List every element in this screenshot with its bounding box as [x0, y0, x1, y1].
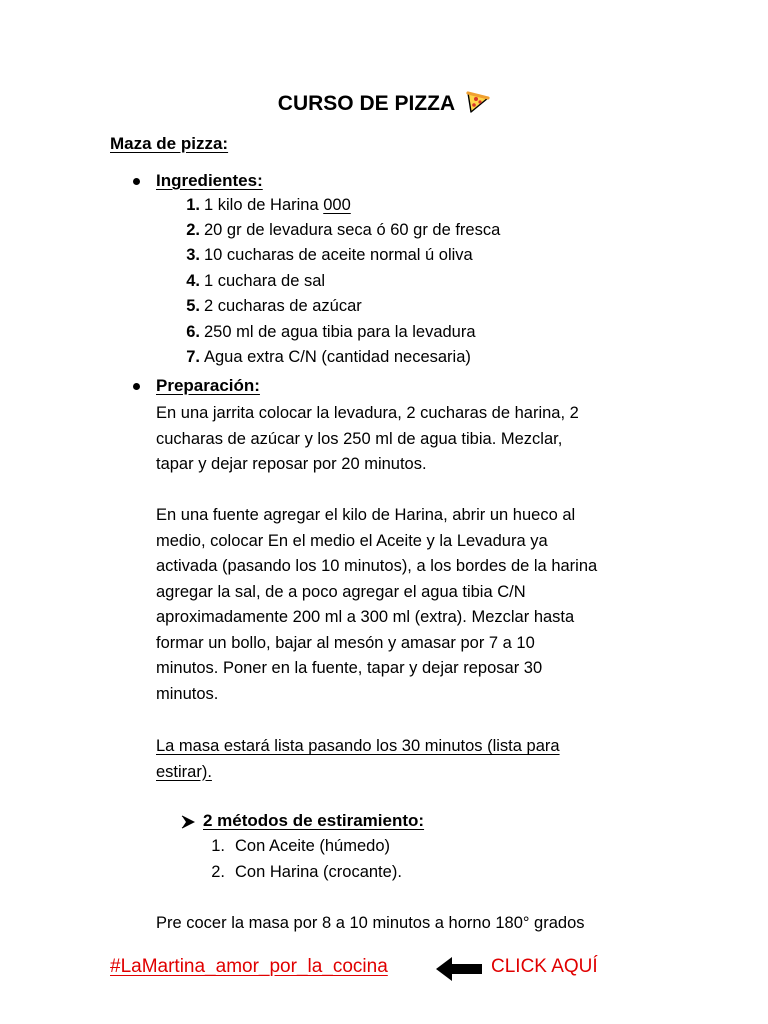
- title-text: CURSO DE PIZZA: [277, 92, 455, 115]
- list-item: 6. 250 ml de agua tibia para la levadura: [186, 323, 476, 341]
- arrowhead-bullet-icon: [181, 815, 195, 834]
- bullet-dot: [133, 383, 140, 390]
- ingredients-heading: Ingredientes:: [156, 171, 263, 190]
- precook-note: Pre cocer la masa por 8 a 10 minutos a horno 180° grados: [156, 914, 585, 932]
- methods-heading: 2 métodos de estiramiento:: [203, 811, 425, 830]
- list-item: 2. 20 gr de levadura seca ó 60 gr de fresca: [186, 221, 501, 239]
- list-item: 1. 1 kilo de Harina 000: [186, 196, 351, 214]
- section-heading: Maza de pizza:: [110, 134, 229, 153]
- preparation-paragraph-1: En una jarrita colocar la levadura, 2 cucharas de harina, 2 cucharas de azúcar y los 250 ml de agua tibia. Mezclar, tapar y dejar reposar por 20 minutos.: [156, 404, 579, 473]
- hashtag-link[interactable]: #LaMartina_amor_por_la_cocina: [110, 956, 388, 977]
- list-item: 4. 1 cuchara de sal: [186, 272, 326, 290]
- list-item: 1. Con Aceite (húmedo): [211, 837, 391, 855]
- left-arrow-icon: [434, 955, 484, 988]
- list-item: 5. 2 cucharas de azúcar: [186, 297, 362, 315]
- list-item: 7. Agua extra C/N (cantidad necesaria): [186, 348, 471, 366]
- page-title: [0, 90, 768, 120]
- preparation-paragraph-2: En una fuente agregar el kilo de Harina, abrir un hueco al medio, colocar En el medio el Aceite y la Levadura ya activada (pasando los 10 minutos), a los bordes de la harina agregar la sal, de a poco agregar el agua tibia C/N aproximadamente 200 ml a 300 ml (extra). Mezclar hasta formar un bollo, bajar al mesón y amasar por 7 a 10 minutos. Poner en la fuente, tapar y dejar reposar 30 minutos.: [156, 506, 598, 703]
- preparation-paragraph-3: La masa estará lista pasando los 30 minutos (lista para estirar).: [156, 737, 560, 781]
- bullet-dot: [133, 178, 140, 185]
- list-item: 3. 10 cucharas de aceite normal ú oliva: [186, 246, 473, 264]
- click-here-link[interactable]: CLICK AQUÍ: [491, 956, 598, 977]
- list-item: 2. Con Harina (crocante).: [211, 863, 402, 881]
- preparation-heading: Preparación:: [156, 376, 260, 395]
- pizza-icon: [466, 90, 490, 120]
